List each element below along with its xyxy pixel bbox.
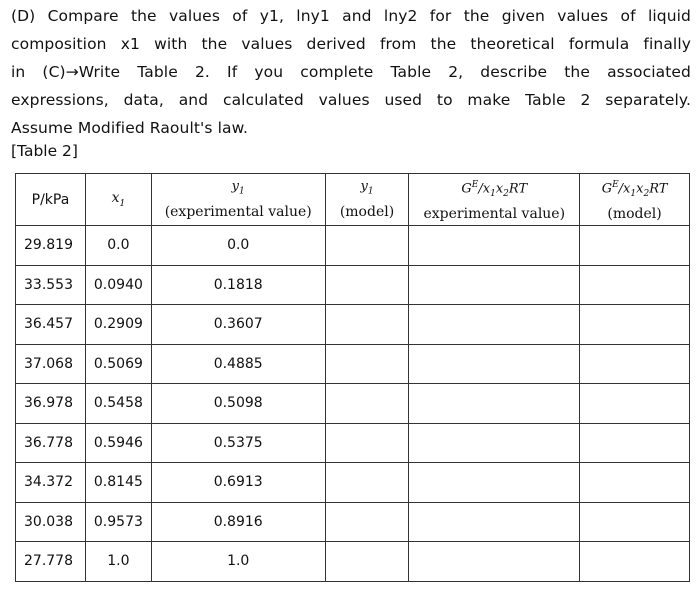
header-x1: $x_1$: [85, 174, 151, 226]
table-row: [16, 423, 690, 463]
problem-line: composition x1 with the values derived from the theoretical formula finally: [11, 35, 691, 53]
cell-x1: 0.0940: [85, 265, 151, 305]
cell-ge-experimental[interactable]: [409, 305, 580, 345]
data-table: [15, 173, 690, 582]
cell-x1: 0.2909: [85, 305, 151, 345]
cell-x1: 0.0: [85, 226, 151, 266]
cell-pressure: 37.068: [16, 344, 86, 384]
header-y1-model: $y_1$ (model): [325, 174, 409, 226]
header-pressure: P/kPa: [16, 174, 86, 226]
cell-x1: 0.5946: [85, 423, 151, 463]
table-row: [16, 502, 690, 542]
cell-y1-experimental: 0.3607: [151, 305, 325, 345]
cell-pressure: 36.978: [16, 384, 86, 424]
cell-ge-experimental[interactable]: [409, 344, 580, 384]
cell-x1: 1.0: [85, 542, 151, 582]
cell-y1-model[interactable]: [325, 502, 409, 542]
cell-ge-experimental[interactable]: [409, 226, 580, 266]
cell-x1: 0.9573: [85, 502, 151, 542]
cell-ge-model[interactable]: [580, 305, 690, 345]
header-ge-experimental: $G^E/x_1x_2RT$ experimental value): [409, 174, 580, 226]
cell-y1-model[interactable]: [325, 463, 409, 503]
table-header-row: [16, 174, 690, 226]
cell-pressure: 36.778: [16, 423, 86, 463]
cell-y1-model[interactable]: [325, 423, 409, 463]
cell-ge-experimental[interactable]: [409, 463, 580, 503]
problem-line: (D) Compare the values of y1, lny1 and lny2 for the given values of liquid: [11, 7, 691, 25]
table-row: [16, 542, 690, 582]
cell-y1-experimental: 0.1818: [151, 265, 325, 305]
cell-y1-experimental: 0.6913: [151, 463, 325, 503]
cell-ge-model[interactable]: [580, 463, 690, 503]
cell-ge-model[interactable]: [580, 344, 690, 384]
problem-statement: [11, 2, 691, 142]
cell-y1-experimental: 0.4885: [151, 344, 325, 384]
problem-line: expressions, data, and calculated values used to make Table 2 separately.: [11, 91, 691, 109]
cell-pressure: 36.457: [16, 305, 86, 345]
header-ge-model: $G^E/x_1x_2RT$ (model): [580, 174, 690, 226]
cell-y1-experimental: 0.8916: [151, 502, 325, 542]
cell-y1-experimental: 0.5098: [151, 384, 325, 424]
cell-y1-model[interactable]: [325, 344, 409, 384]
cell-y1-experimental: 0.5375: [151, 423, 325, 463]
cell-pressure: 33.553: [16, 265, 86, 305]
cell-ge-model[interactable]: [580, 226, 690, 266]
problem-line: in (C)→Write Table 2. If you complete Table 2, describe the associated: [11, 63, 691, 81]
problem-line: Assume Modified Raoult's law.: [11, 119, 248, 137]
cell-pressure: 27.778: [16, 542, 86, 582]
cell-ge-experimental[interactable]: [409, 542, 580, 582]
cell-ge-experimental[interactable]: [409, 384, 580, 424]
cell-x1: 0.5069: [85, 344, 151, 384]
cell-ge-model[interactable]: [580, 502, 690, 542]
cell-x1: 0.8145: [85, 463, 151, 503]
cell-y1-experimental: 1.0: [151, 542, 325, 582]
cell-ge-experimental[interactable]: [409, 502, 580, 542]
table-row: [16, 305, 690, 345]
cell-y1-experimental: 0.0: [151, 226, 325, 266]
cell-ge-model[interactable]: [580, 384, 690, 424]
cell-ge-model[interactable]: [580, 542, 690, 582]
table-caption: [Table 2]: [11, 142, 78, 160]
cell-pressure: 30.038: [16, 502, 86, 542]
cell-x1: 0.5458: [85, 384, 151, 424]
cell-y1-model[interactable]: [325, 384, 409, 424]
cell-y1-model[interactable]: [325, 265, 409, 305]
cell-ge-model[interactable]: [580, 265, 690, 305]
header-y1-experimental: $y_1$ (experimental value): [151, 174, 325, 226]
cell-y1-model[interactable]: [325, 542, 409, 582]
cell-ge-experimental[interactable]: [409, 265, 580, 305]
cell-ge-model[interactable]: [580, 423, 690, 463]
cell-y1-model[interactable]: [325, 226, 409, 266]
table-row: [16, 344, 690, 384]
table-row: [16, 265, 690, 305]
cell-pressure: 34.372: [16, 463, 86, 503]
table-row: [16, 463, 690, 503]
table-row: [16, 384, 690, 424]
cell-y1-model[interactable]: [325, 305, 409, 345]
cell-pressure: 29.819: [16, 226, 86, 266]
cell-ge-experimental[interactable]: [409, 423, 580, 463]
table-row: [16, 226, 690, 266]
